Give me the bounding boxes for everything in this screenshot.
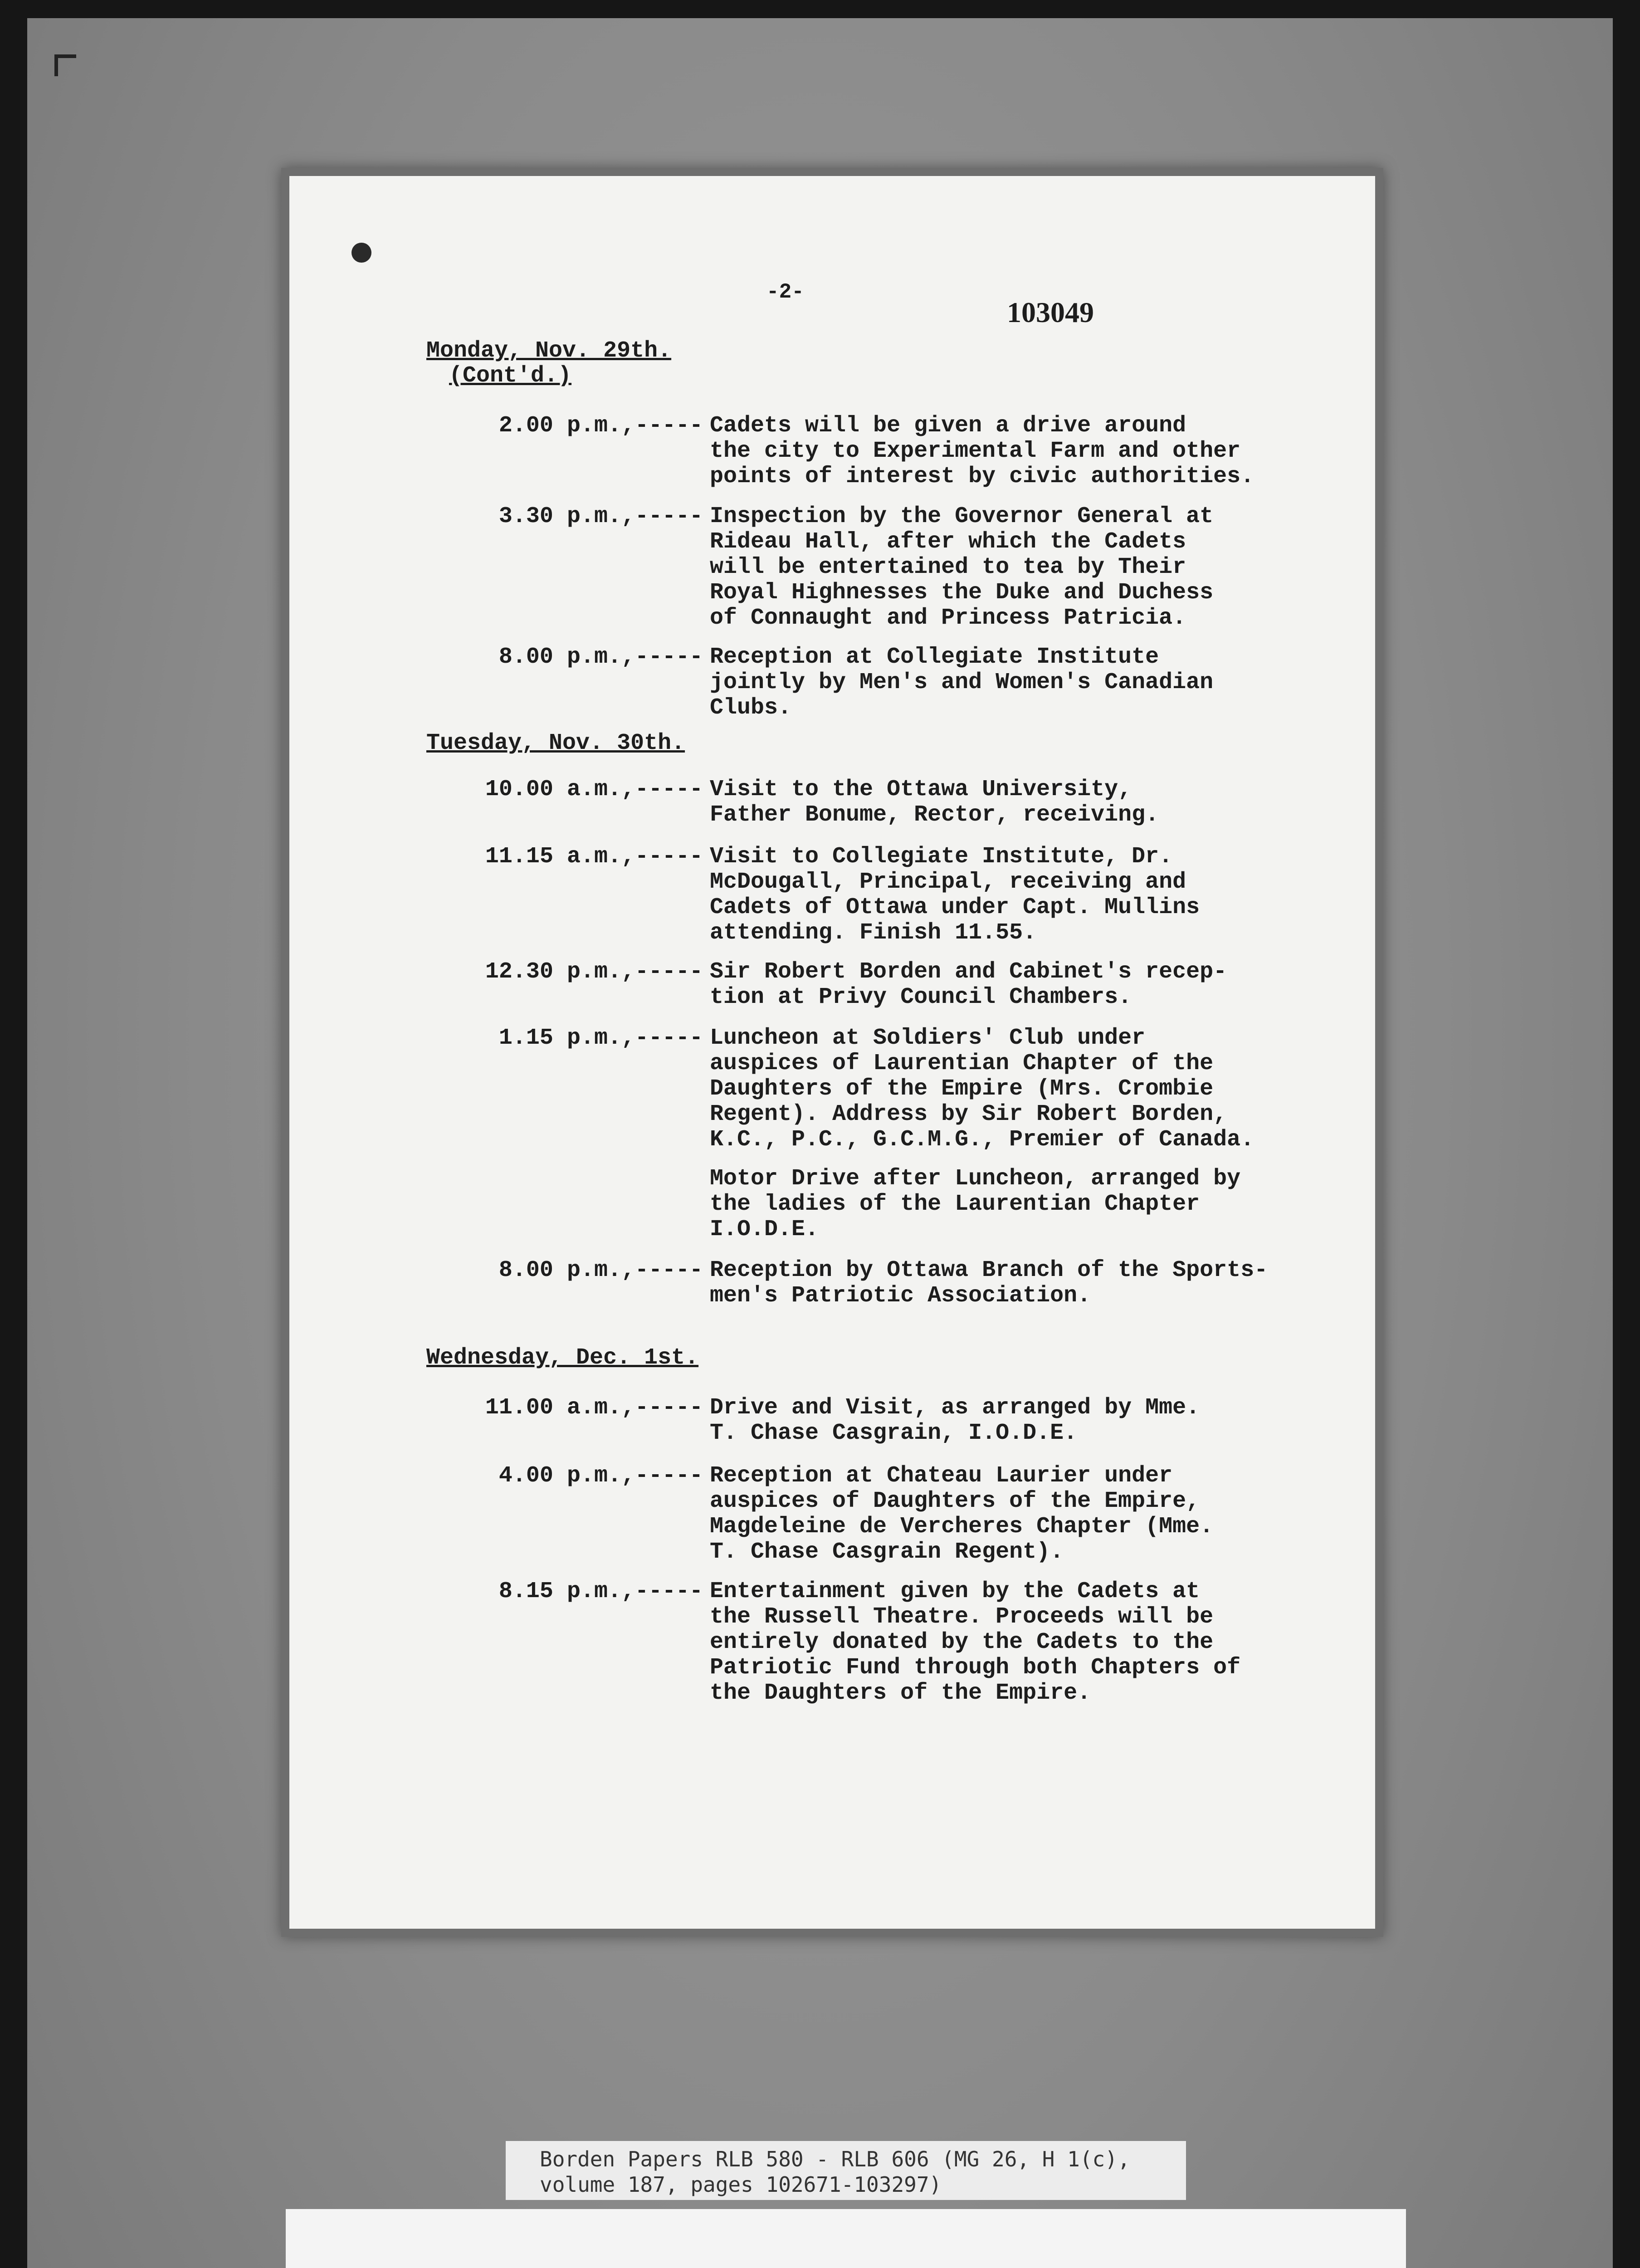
entry-line: points of interest by civic authorities. bbox=[710, 464, 1254, 489]
entry-time: 10.00 a.m.,----- bbox=[485, 777, 703, 802]
entry-time: 8.00 p.m.,----- bbox=[498, 1257, 703, 1283]
reel-label-line-1: Borden Papers RLB 580 - RLB 606 (MG 26, H 1(c), bbox=[540, 2147, 1130, 2171]
day-heading-monday: Monday, Nov. 29th. bbox=[426, 338, 672, 364]
entry-line: Reception at Chateau Laurier under bbox=[710, 1463, 1173, 1489]
entry-line: Magdeleine de Vercheres Chapter (Mme. bbox=[710, 1514, 1214, 1540]
punch-hole bbox=[351, 243, 371, 263]
entry-line: auspices of Daughters of the Empire, bbox=[710, 1488, 1200, 1514]
entry-line: will be entertained to tea by Their bbox=[710, 554, 1186, 580]
entry-time: 4.00 p.m.,----- bbox=[498, 1463, 703, 1489]
entry-line: entirely donated by the Cadets to the bbox=[710, 1629, 1214, 1655]
entry-time: 12.30 p.m.,----- bbox=[485, 959, 703, 985]
entry-line: T. Chase Casgrain Regent). bbox=[710, 1539, 1064, 1565]
frame-corner-mark bbox=[54, 54, 76, 76]
entry-line: Drive and Visit, as arranged by Mme. bbox=[710, 1395, 1200, 1421]
entry-time: 8.00 p.m.,----- bbox=[498, 644, 703, 670]
entry-line: Inspection by the Governor General at bbox=[710, 503, 1214, 529]
entry-line: I.O.D.E. bbox=[710, 1217, 819, 1242]
entry-line: Clubs. bbox=[710, 695, 792, 721]
entry-line: Daughters of the Empire (Mrs. Crombie bbox=[710, 1076, 1214, 1102]
entry-line: T. Chase Casgrain, I.O.D.E. bbox=[710, 1420, 1078, 1446]
entry-line: Luncheon at Soldiers' Club under bbox=[710, 1025, 1146, 1051]
entry-line: Entertainment given by the Cadets at bbox=[710, 1579, 1200, 1604]
entry-line: tion at Privy Council Chambers. bbox=[710, 984, 1132, 1010]
entry-line: the Daughters of the Empire. bbox=[710, 1680, 1091, 1706]
entry-line: auspices of Laurentian Chapter of the bbox=[710, 1051, 1214, 1076]
day-heading-tuesday: Tuesday, Nov. 30th. bbox=[426, 730, 685, 756]
entry-line: men's Patriotic Association. bbox=[710, 1283, 1091, 1309]
entry-line: the ladies of the Laurentian Chapter bbox=[710, 1191, 1200, 1217]
entry-line: Motor Drive after Luncheon, arranged by bbox=[710, 1166, 1241, 1192]
entry-line: Reception by Ottawa Branch of the Sports- bbox=[710, 1257, 1268, 1283]
document-number: 103049 bbox=[1007, 296, 1094, 328]
entry-time: 3.30 p.m.,----- bbox=[498, 503, 703, 529]
entry-line: Visit to the Ottawa University, bbox=[710, 777, 1132, 802]
entry-line: jointly by Men's and Women's Canadian bbox=[710, 670, 1214, 695]
entry-line: the Russell Theatre. Proceeds will be bbox=[710, 1604, 1214, 1630]
continued-note: (Cont'd.) bbox=[449, 363, 572, 389]
entry-line: Visit to Collegiate Institute, Dr. bbox=[710, 844, 1173, 870]
entry-line: Sir Robert Borden and Cabinet's recep- bbox=[710, 959, 1227, 985]
entry-line: McDougall, Principal, receiving and bbox=[710, 869, 1186, 895]
entry-line: attending. Finish 11.55. bbox=[710, 920, 1037, 946]
entry-line: Royal Highnesses the Duke and Duchess bbox=[710, 580, 1214, 606]
entry-time: 1.15 p.m.,----- bbox=[498, 1025, 703, 1051]
entry-line: Cadets of Ottawa under Capt. Mullins bbox=[710, 894, 1200, 920]
entry-line: of Connaught and Princess Patricia. bbox=[710, 605, 1186, 631]
entry-line: Reception at Collegiate Institute bbox=[710, 644, 1159, 670]
entry-time: 11.00 a.m.,----- bbox=[485, 1395, 703, 1421]
page-number: -2- bbox=[766, 280, 804, 304]
entry-line: K.C., P.C., G.C.M.G., Premier of Canada. bbox=[710, 1127, 1254, 1153]
entry-line: Regent). Address by Sir Robert Borden, bbox=[710, 1101, 1227, 1127]
day-heading-wednesday: Wednesday, Dec. 1st. bbox=[426, 1345, 699, 1371]
entry-time: 8.15 p.m.,----- bbox=[498, 1579, 703, 1604]
entry-line: the city to Experimental Farm and other bbox=[710, 438, 1241, 464]
entry-time: 11.15 a.m.,----- bbox=[485, 844, 703, 870]
entry-line: Rideau Hall, after which the Cadets bbox=[710, 529, 1186, 555]
reel-label-line-2: volume 187, pages 102671-103297) bbox=[540, 2172, 942, 2197]
entry-line: Patriotic Fund through both Chapters of bbox=[710, 1655, 1241, 1681]
entry-time: 2.00 p.m.,----- bbox=[498, 413, 703, 439]
entry-line: Father Bonume, Rector, receiving. bbox=[710, 802, 1159, 828]
entry-line: Cadets will be given a drive around bbox=[710, 413, 1186, 439]
archives-banner bbox=[286, 2209, 1406, 2268]
